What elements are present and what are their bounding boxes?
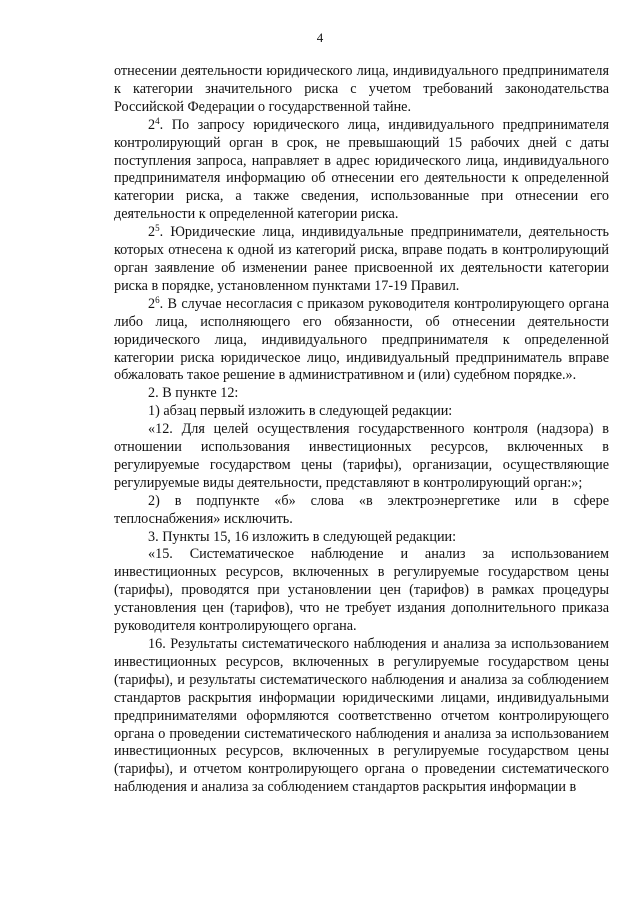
clause-number: 2 bbox=[148, 224, 156, 241]
paragraph-2-6 bbox=[114, 296, 609, 386]
paragraph-continuation: отнесении деятельности юридического лица, индивидуального предпринимателя к категории значительного риска с учетом требований законодательства Российской Федерации о государственной тайне. bbox=[114, 63, 609, 115]
paragraph-subitem-1: 1) абзац первый изложить в следующей редакции: bbox=[148, 403, 453, 420]
paragraph-item-2: 2. В пункте 12: bbox=[148, 385, 239, 402]
paragraph-2-4 bbox=[114, 117, 609, 224]
clause-superscript: 6 bbox=[155, 294, 160, 305]
document-body bbox=[114, 63, 609, 797]
paragraph-subitem-2: 2) в подпункте «б» слова «в электроэнергетике или в сфере теплоснабжения» исключить. bbox=[114, 492, 609, 527]
clause-number: 2 bbox=[148, 295, 156, 312]
clause-text: . По запросу юридического лица, индивидуального предпринимателя контролирующий орган в срок, не превышающий 15 рабочих дней с даты поступления запроса, направляет в адрес юридического лица, индивидуального предпринимателя информацию об отнесении его деятельности к определенной категории риска, а также сведения, использованные при отнесении его деятельности к определенной категории риска. bbox=[114, 116, 609, 223]
paragraph-item-3: 3. Пункты 15, 16 изложить в следующей редакции: bbox=[148, 528, 457, 545]
clause-superscript: 5 bbox=[155, 223, 160, 234]
paragraph-2-5 bbox=[114, 224, 609, 296]
page-number: 4 bbox=[316, 30, 324, 45]
clause-text: . Юридические лица, индивидуальные предприниматели, деятельность которых отнесена к одной из категорий риска, вправе подать в контролирующий орган заявление об изменении ранее присвоенной их деятельности категории риска в порядке, установленном пунктами 17-19 Правил. bbox=[114, 224, 609, 294]
clause-text: . В случае несогласия с приказом руководителя контролирующего органа либо лица, исполняющего его обязанности, об отнесении деятельности юридического лица, индивидуального предпринимателя к определенной категории риска юридическое лицо, индивидуальный предприниматель вправе обжаловать такое решение в административном и (или) судебном порядке.». bbox=[114, 295, 609, 384]
paragraph-quote-12: «12. Для целей осуществления государственного контроля (надзора) в отношении использования инвестиционных ресурсов, включенных в регулируемые государством цены (тарифы), организации, осуществляющие регулируемые виды деятельности, представляют в контролирующий орган:»; bbox=[114, 421, 609, 491]
paragraph-quote-15: «15. Систематическое наблюдение и анализ за использованием инвестиционных ресурсов, включенных в регулируемые государством цены (тарифы), проводятся при установлении цен (тарифов) в рамках процедуры установления цен (тарифов), что не требует издания дополнительного приказа руководителя контролирующего органа. bbox=[114, 546, 609, 635]
clause-superscript: 4 bbox=[155, 115, 160, 126]
paragraph-16: 16. Результаты систематического наблюдения и анализа за использованием инвестиционных ресурсов, включенных в регулируемые государством цены (тарифы), и результаты систематического наблюдения и анализа за соблюдением стандартов раскрытия информации юридическими лицами, индивидуальными предпринимателями оформляются соответственно отчетом контролирующего органа о проведении систематического наблюдения и анализа за использованием инвестиционных ресурсов, включенных в регулируемые государством цены (тарифы), и отчетом контролирующего органа о проведении систематического наблюдения и анализа за соблюдением стандартов раскрытия информации в bbox=[114, 636, 609, 796]
clause-number: 2 bbox=[148, 116, 156, 133]
